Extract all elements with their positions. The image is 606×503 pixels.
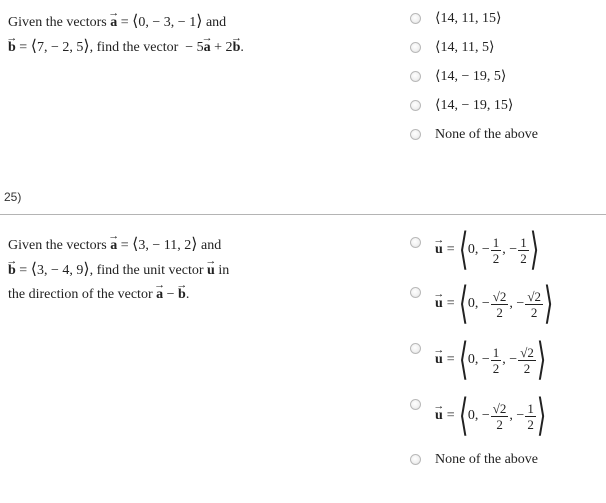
radio-button[interactable] [410, 343, 421, 354]
radio-button[interactable] [410, 71, 421, 82]
prompt-line-1: Given the vectors → a = ⟨3, − 11, 2⟩ and [8, 233, 388, 258]
fraction: $\frac{1}{2}$ [492, 344, 500, 376]
radio-button[interactable] [410, 100, 421, 111]
radio-button[interactable] [410, 13, 421, 24]
choice-25-none[interactable]: None of the above [410, 451, 538, 469]
b-components: 3, − 4, 9 [36, 263, 84, 278]
target-expression: − 5→ a + 2→ b. [182, 40, 244, 55]
choice-24-none[interactable]: None of the above [410, 126, 606, 144]
choice-25-b[interactable]: → u = ⟨ 0, − $\frac{√2}{2}$ , − $\frac{√2}{2}$ ⟩ [410, 284, 553, 326]
a-components: 3, − 11, 2 [138, 238, 192, 253]
fraction: $\frac{1}{2}$ [520, 234, 527, 266]
choice-24-a[interactable]: ⟨14, 11, 15⟩ [410, 10, 606, 28]
fraction: $\frac{1}{2}$ [527, 400, 534, 432]
divider [0, 214, 606, 215]
fraction: $\frac{1}{2}$ [492, 234, 500, 266]
question-24-prompt [8, 10, 388, 60]
radio-button[interactable] [410, 287, 421, 298]
choice-24-b[interactable]: ⟨14, 11, 5⟩ [410, 39, 606, 57]
prompt-line-1: Given the vectors → a = ⟨0, − 3, − 1⟩ and [8, 10, 388, 35]
question-25-prompt [8, 233, 388, 307]
prompt-line-2: → b = ⟨3, − 4, 9⟩, find the unit vector → u in [8, 258, 388, 283]
prompt-line-2: → b = ⟨7, − 2, 5⟩, find the vector − 5→ a + 2→ b. [8, 35, 388, 60]
radio-button[interactable] [410, 399, 421, 410]
b-components: 7, − 2, 5 [36, 40, 84, 55]
vector-a: → a [110, 11, 117, 35]
fraction: $\frac{√2}{2}$ [527, 288, 541, 320]
radio-button[interactable] [410, 237, 421, 248]
radio-button[interactable] [410, 129, 421, 140]
question-number: 25) [4, 190, 22, 204]
choice-25-c[interactable]: → u = ⟨ 0, − $\frac{1}{2}$ , − $\frac{√2}{2}$ ⟩ [410, 340, 546, 382]
choice-25-d[interactable]: → u = ⟨ 0, − $\frac{√2}{2}$ , − $\frac{1}{2}$ ⟩ [410, 396, 546, 438]
vector-b: → b [8, 259, 16, 283]
fraction: $\frac{√2}{2}$ [492, 400, 507, 432]
vector-a: → a [110, 234, 117, 258]
radio-button[interactable] [410, 42, 421, 53]
fraction: $\frac{√2}{2}$ [520, 344, 534, 376]
a-components: 0, − 3, − 1 [138, 15, 197, 30]
fraction: $\frac{√2}{2}$ [492, 288, 507, 320]
radio-button[interactable] [410, 454, 421, 465]
vector-u: → u [207, 259, 215, 283]
vector-b: → b [8, 36, 16, 60]
question-24-choices [410, 10, 606, 144]
choice-24-d[interactable]: ⟨14, − 19, 15⟩ [410, 97, 606, 115]
choice-24-c[interactable]: ⟨14, − 19, 5⟩ [410, 68, 606, 86]
choice-25-a[interactable]: → u = ⟨ 0, − $\frac{1}{2}$ , − $\frac{1}{2}$ ⟩ [410, 234, 539, 272]
prompt-line-3: the direction of the vector → a − → b. [8, 283, 388, 307]
